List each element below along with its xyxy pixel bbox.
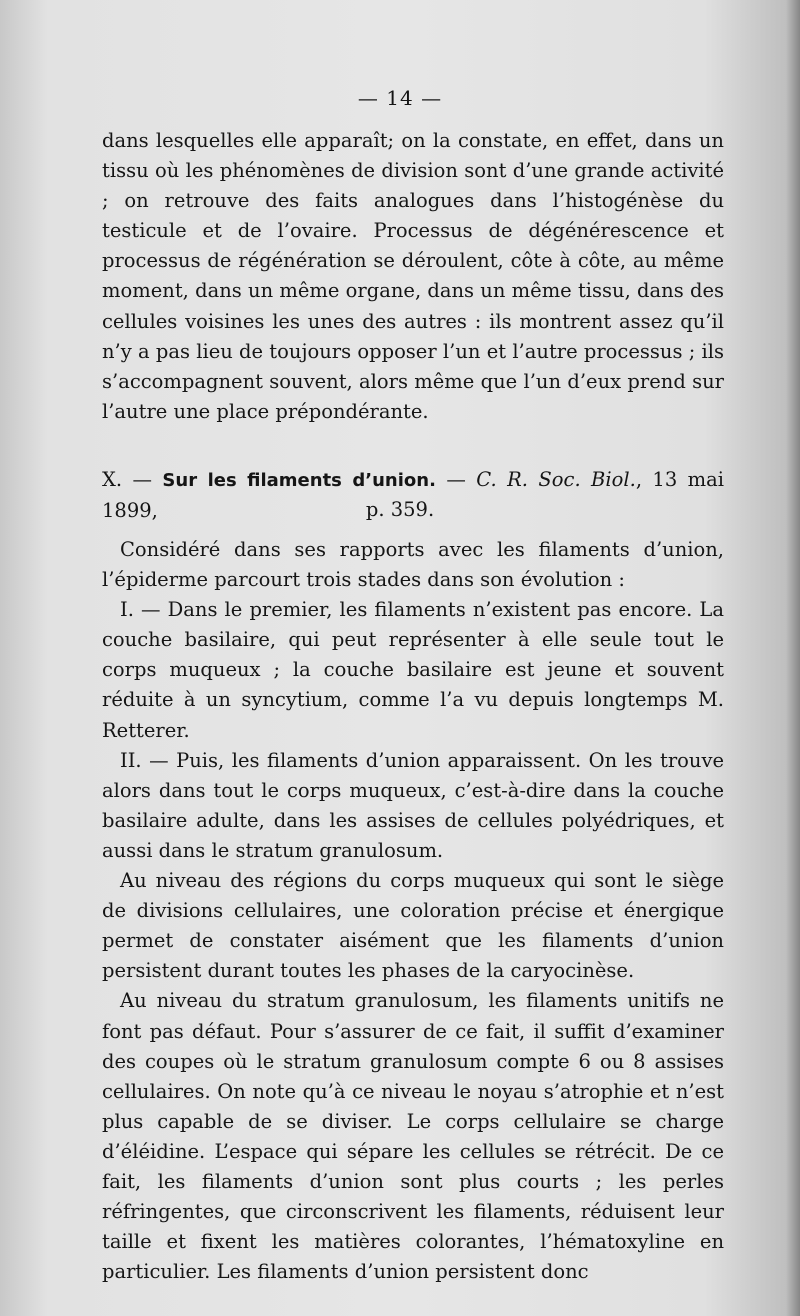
- section-title: Sur les filaments d’union.: [162, 470, 436, 491]
- heading-date: , 13 mai 1899,: [102, 468, 725, 522]
- section-number: X. —: [102, 468, 152, 491]
- body-paragraph: I. — Dans le premier, les filaments n’existent pas encore. La couche basilaire, qui peut représenter à elle seule tout le corps muqueux ; la couche basilaire est jeune et souvent réduite à un syncytium, comme l’a vu depuis longtemps M. Retterer.: [102, 598, 724, 742]
- intro-paragraph: dans lesquelles elle apparaît; on la constate, en effet, dans un tissu où les phénomènes de division sont d’une grande activité ; on retrouve des faits analogues dans l’histogénèse du testicule et de l’ovaire. Processus de dégénérescence et processus de régénération se déroulent, côte à côte, au même moment, dans un même organe, dans un même tissu, dans des cellules voisines les unes des autres : ils montrent assez qu’il n’y a pas lieu de toujours opposer l’un et l’autre processus ; ils s’accompagnent souvent, alors même que l’un d’eux prend sur l’autre une place prépondérante.: [102, 129, 724, 423]
- body-paragraph: II. — Puis, les filaments d’union apparaissent. On les trouve alors dans tout le corps muqueux, c’est-à-dire dans la couche basilaire adulte, dans les assises de cellules polyédriques, et aussi dans le stratum granulosum.: [102, 748, 724, 862]
- heading-source: C. R. Soc. Biol.: [476, 468, 636, 491]
- intro-paragraph-block: [102, 126, 724, 427]
- body-paragraph: Au niveau des régions du corps muqueux qui sont le siège de divisions cellulaires, une coloration précise et énergique permet de constater aisément que les filaments d’union persistent durant toutes les phases de la caryocinèse.: [102, 869, 724, 983]
- body-paragraph: Considéré dans ses rapports avec les filaments d’union, l’épiderme parcourt trois stades dans son évolution :: [102, 538, 724, 592]
- section-body: [102, 535, 724, 1287]
- page-number: — 14 —: [357, 86, 443, 110]
- heading-dash: —: [446, 468, 466, 491]
- body-paragraph: Au niveau du stratum granulosum, les filaments unitifs ne font pas défaut. Pour s’assurer de ce fait, il suffit d’examiner des coupes où le stratum granulosum compte 6 ou 8 assises cellulaires. On note qu’à ce niveau le noyau s’atrophie et n’est plus capable de se diviser. Le corps cellulaire se charge d’éléidine. L’espace qui sépare les cellules se rétrécit. De ce fait, les filaments d’union sont plus courts ; les perles réfringentes, que circonscrivent les filaments, réduisent leur taille et fixent les matières colorantes, l’hématoxyline en particulier. Les filaments d’union persistent donc: [102, 989, 724, 1284]
- page-edge-shadow: [786, 0, 800, 1316]
- heading-page-ref: p. 359.: [365, 498, 435, 521]
